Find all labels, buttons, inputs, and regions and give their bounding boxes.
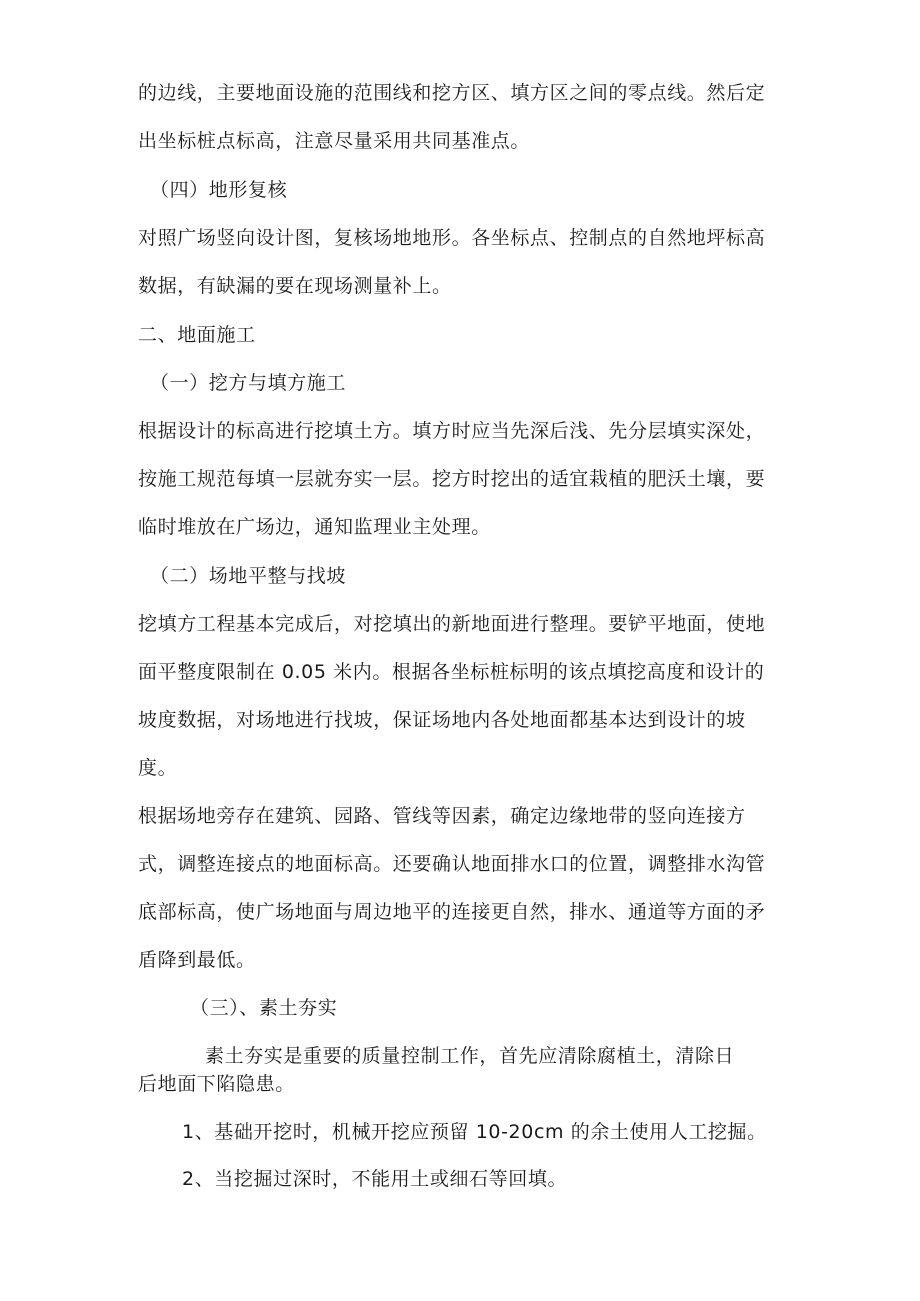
- paragraph-line: 面平整度限制在 0.05 米内。根据各坐标桩标明的该点填挖高度和设计的: [138, 661, 765, 683]
- paragraph-line: 临时堆放在广场边，通知监理业主处理。: [138, 516, 491, 538]
- list-item: 1、基础开挖时，机械开挖应预留 10-20cm 的余土使用人工挖掘。: [182, 1121, 767, 1143]
- paragraph-line: 底部标高，使广场地面与周边地平的连接更自然，排水、通道等方面的矛: [138, 901, 766, 923]
- chapter-heading: 二、地面施工: [138, 324, 256, 346]
- paragraph-line: 后地面下陷隐患。: [138, 1073, 295, 1095]
- section-heading: （三）、素土夯实: [190, 997, 338, 1019]
- paragraph-line: 对照广场竖向设计图，复核场地地形。各坐标点、控制点的自然地坪标高: [138, 227, 766, 249]
- paragraph-line: 数据，有缺漏的要在现场测量补上。: [138, 275, 452, 297]
- list-item: 2、当挖掘过深时，不能用土或细石等回填。: [182, 1168, 568, 1190]
- paragraph-line: 根据设计的标高进行挖填土方。填方时应当先深后浅、先分层填实深处，: [138, 420, 766, 442]
- paragraph-line: 式，调整连接点的地面标高。还要确认地面排水口的位置，调整排水沟管: [138, 853, 766, 875]
- paragraph-line: 出坐标桩点标高，注意尽量采用共同基准点。: [138, 130, 531, 152]
- paragraph-line: 坡度数据，对场地进行找坡，保证场地内各处地面都基本达到设计的坡: [138, 709, 746, 731]
- paragraph-line: 度。: [138, 757, 178, 779]
- section-heading: （四）地形复核: [150, 179, 288, 201]
- paragraph-line: 盾降到最低。: [138, 949, 256, 971]
- paragraph-line: 素土夯实是重要的质量控制工作，首先应清除腐植土，清除日: [205, 1045, 735, 1067]
- paragraph-line: 挖填方工程基本完成后，对挖填出的新地面进行整理。要铲平地面，使地: [138, 613, 766, 635]
- paragraph-line: 的边线，主要地面设施的范围线和挖方区、填方区之间的零点线。然后定: [138, 82, 766, 104]
- section-heading: （二）场地平整与找坡: [150, 565, 347, 587]
- paragraph-line: 按施工规范每填一层就夯实一层。挖方时挖出的适宜栽植的肥沃土壤，要: [138, 468, 766, 490]
- section-heading: （一）挖方与填方施工: [150, 372, 347, 394]
- paragraph-line: 根据场地旁存在建筑、园路、管线等因素，确定边缘地带的竖向连接方: [138, 805, 746, 827]
